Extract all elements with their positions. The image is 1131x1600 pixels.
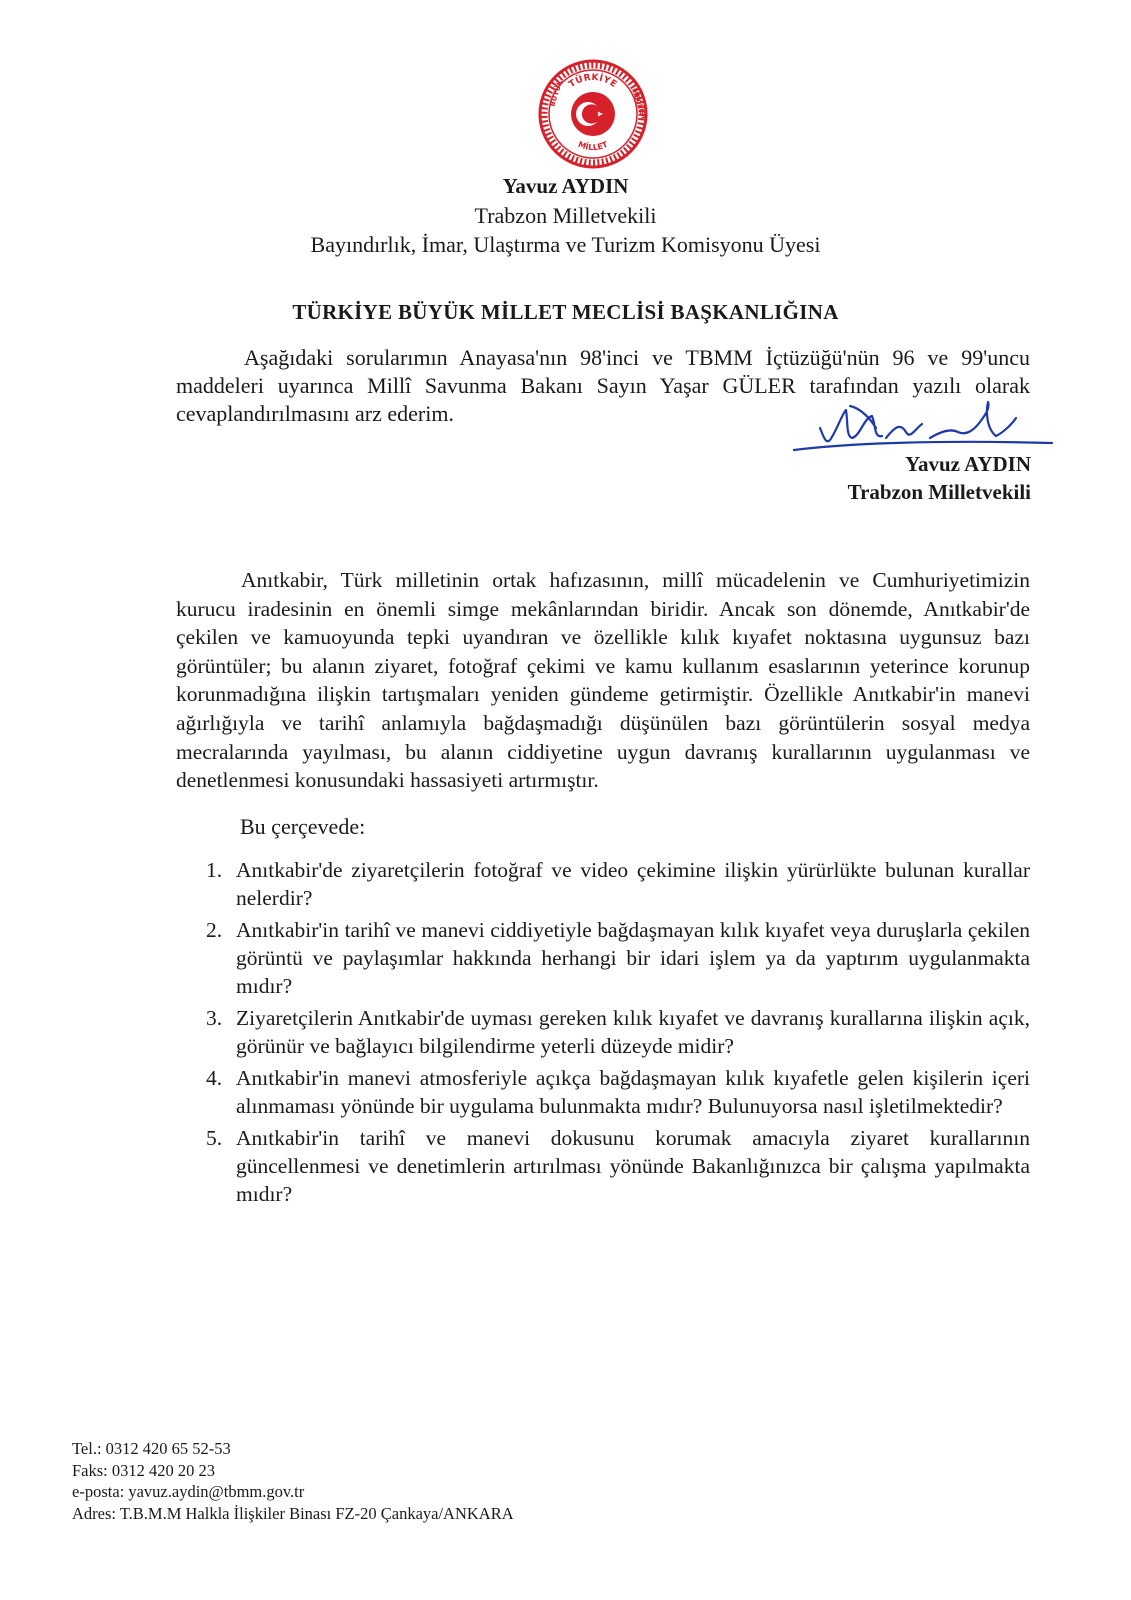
question-number: 1. [206,858,223,882]
svg-text:MİLLET [577,140,610,153]
sender-name: Yavuz AYDIN [502,174,629,198]
svg-text:TÜRKİYE [567,73,618,90]
tbmm-seal-icon [537,58,649,170]
footer-address: Adres: T.B.M.M Halkla İlişkiler Binası FZ-20 Çankaya/ANKARA [72,1503,514,1523]
document-title: TÜRKİYE BÜYÜK MİLLET MECLİSİ BAŞKANLIĞINA [292,300,839,324]
signature-block [848,450,1031,506]
question-number: 3. [206,1006,223,1030]
sender-role: Trabzon Milletvekili [474,203,657,228]
question-item [176,1124,1030,1208]
seal-right-text: MECLİSİ [630,87,648,120]
signature-role: Trabzon Milletvekili [847,480,1031,504]
question-text: Anıtkabir'in tarihî ve manevi ciddiyetiyle bağdaşmayan kılık kıyafet veya duruşlarla çekilen görüntü ve paylaşımlar hakkında herhangi bir idari işlem ya da yaptırım uygulanmakta mıdır? [236,918,1030,998]
tbmm-seal-logo [537,58,649,170]
question-item [176,856,1030,912]
sender-committee: Bayındırlık, İmar, Ulaştırma ve Turizm Komisyonu Üyesi [310,232,821,257]
seal-left-text: BÜYÜK [548,79,565,108]
question-text: Anıtkabir'de ziyaretçilerin fotoğraf ve video çekimine ilişkin yürürlükte bulunan kurallar nelerdir? [236,858,1030,910]
question-text: Anıtkabir'in manevi atmosferiyle açıkça bağdaşmayan kılık kıyafetle gelen kişilerin içeri alınmaması yönünde bir uygulama bulunmakta mıdır? Bulunuyorsa nasıl işletilmektedir? [236,1066,1030,1118]
letter-header [0,172,1131,259]
body-paragraph: Anıtkabir, Türk milletinin ortak hafızasının, millî mücadelenin ve Cumhuriyetimizin kurucu iradesinin en önemli simge mekânlarından biridir. Ancak son dönemde, Anıtkabir'de çekilen ve kamuoyunda tepki uyandıran ve özellikle kılık kıyafet noktasına uygunsuz bazı görüntüler; bu alanın ziyaret, fotoğraf çekimi ve kamu kullanım esaslarının yeterince korunup korunmadığına ilişkin tartışmaları yeniden gündeme getirmiştir. Özellikle Anıtkabir'in manevi ağırlığıyla ve tarihî anlamıyla bağdaşmadığı düşünülen bazı görüntülerin sosyal medya mecralarında yayılması, bu alanın ciddiyetine uygun davranış kurallarının uygulanması ve denetlenmesi konusundaki hassasiyeti artırmıştır. [176,568,1030,793]
question-number: 5. [206,1126,223,1150]
questions-intro: Bu çerçevede: [240,814,366,839]
seal-top-text: TÜRKİYE [567,72,619,91]
question-number: 2. [206,918,223,942]
seal-bottom-text: MİLLET [576,139,610,153]
intro-paragraph: Aşağıdaki sorularımın Anayasa'nın 98'inci ve TBMM İçtüzüğü'nün 96 ve 99'uncu maddeleri uyarınca Millî Savunma Bakanı Sayın Yaşar GÜLER tarafından yazılı olarak cevaplandırılmasını arz ederim. [176,345,1030,426]
signature-name: Yavuz AYDIN [905,452,1031,476]
question-item [176,1064,1030,1120]
footer-fax: Faks: 0312 420 20 23 [72,1460,216,1480]
question-text: Ziyaretçilerin Anıtkabir'de uyması gereken kılık kıyafet ve davranış kurallarına ilişkin açık, görünür ve bağlayıcı bilgilendirme yeterli düzeyde midir? [236,1006,1030,1058]
footer-email: e-posta: yavuz.aydin@tbmm.gov.tr [72,1482,305,1501]
questions-list [176,856,1030,1212]
question-text: Anıtkabir'in tarihî ve manevi dokusunu korumak amacıyla ziyaret kurallarının güncellenmesi ve denetimlerin artırılması yönünde Bakanlığınızca bir çalışma yapılmakta mıdır? [236,1126,1030,1206]
contact-footer [72,1438,514,1524]
question-number: 4. [206,1066,223,1090]
question-item [176,916,1030,1000]
footer-phone: Tel.: 0312 420 65 52-53 [72,1439,231,1458]
question-item [176,1004,1030,1060]
